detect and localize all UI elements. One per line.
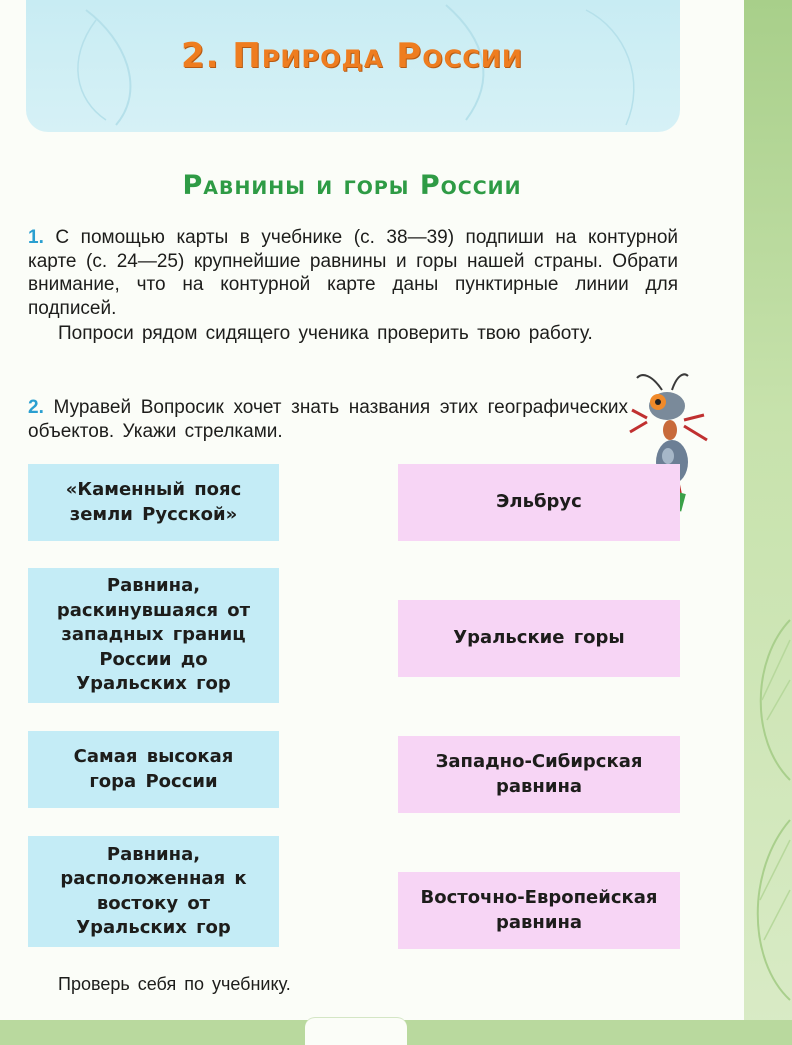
task-1-text: С помощью карты в учебнике (с. 38—39) подпиши на контурной карте (с. 24—25) крупнейшие равнины и горы нашей страны. Обрати внимание, что на контурной карте даны пунктирные линии для подписей. (28, 227, 678, 319)
page-number-tab (305, 1018, 407, 1045)
right-box-3[interactable] (398, 736, 680, 813)
left-box-3[interactable] (28, 731, 279, 808)
right-box-1-text: Эльбрус (496, 491, 582, 513)
right-box-4[interactable] (398, 872, 680, 949)
right-box-4-text: Восточно-Европейская равнина (420, 887, 658, 933)
task-2-number: 2. (28, 397, 44, 418)
leaf-decoration-icon (742, 600, 792, 1020)
task-2-text: Муравей Вопросик хочет знать названия этих географических объектов. Укажи стрелками. (28, 397, 628, 442)
left-box-2[interactable] (28, 568, 279, 703)
chapter-title: 2. Природа России (180, 36, 524, 76)
right-box-1[interactable] (398, 464, 680, 541)
section-title: Равнины и горы России (182, 170, 522, 201)
left-box-1[interactable] (28, 464, 279, 541)
left-box-3-text: Самая высокая гора России (73, 746, 234, 792)
right-box-2[interactable] (398, 600, 680, 677)
task-1-paragraph (28, 226, 678, 320)
left-box-1-text: «Каменный пояс земли Русской» (65, 479, 242, 525)
task-1-note: Попроси рядом сидящего ученика проверить твою работу. (58, 323, 593, 344)
right-box-3-text: Западно-Сибирская равнина (435, 751, 643, 797)
left-box-4[interactable] (28, 836, 279, 947)
right-box-2-text: Уральские горы (453, 627, 625, 649)
footer-instruction: Проверь себя по учебнику. (58, 974, 291, 994)
task-2-paragraph (28, 396, 628, 443)
task-1-number: 1. (28, 227, 44, 248)
left-box-2-text: Равнина, раскинувшаяся от западных границ России до Уральских гор (56, 575, 251, 695)
left-box-4-text: Равнина, расположенная к востоку от Уральских гор (60, 843, 247, 938)
